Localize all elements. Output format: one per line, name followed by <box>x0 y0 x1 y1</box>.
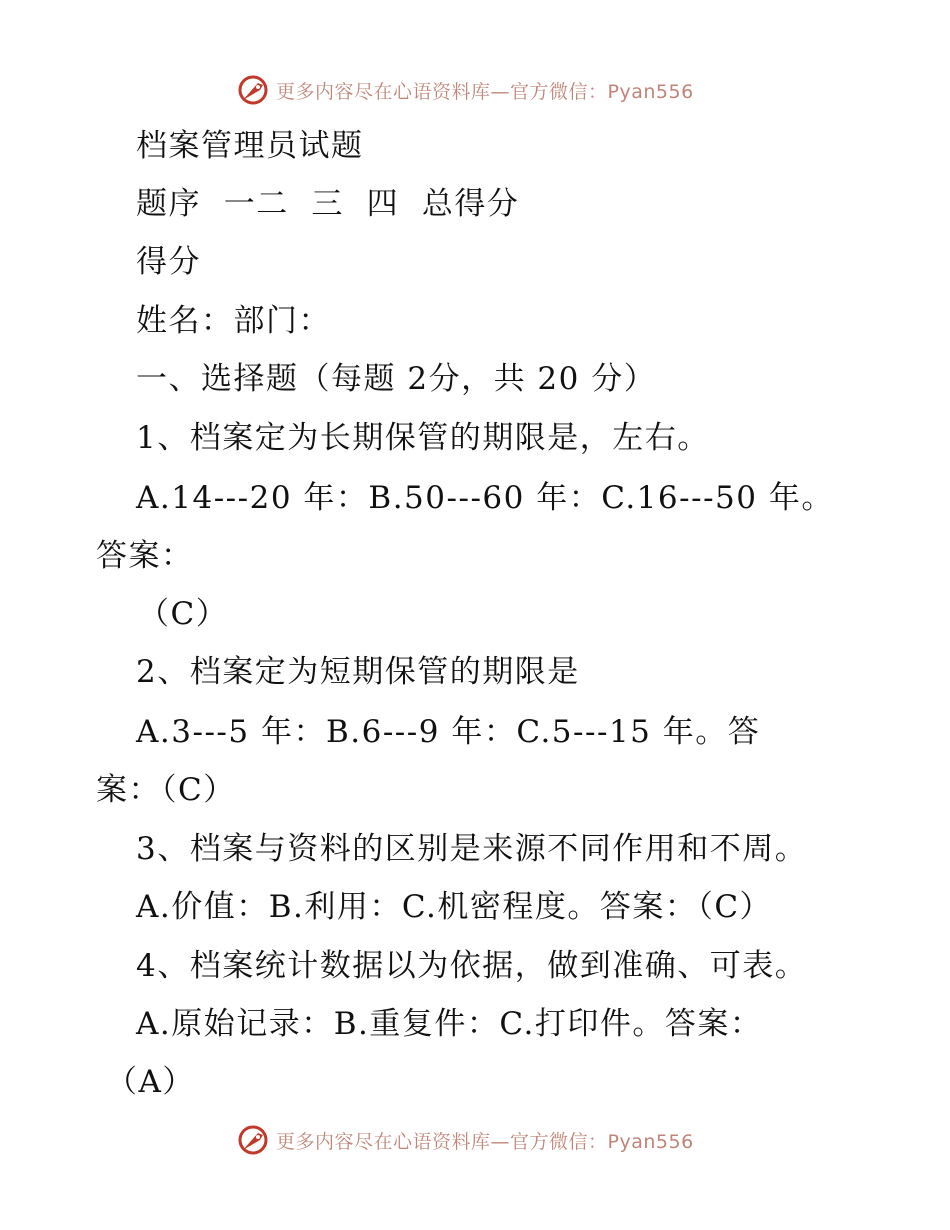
question-3-options-answer: A.价值：B.利用：C.机密程度。答案：（C） <box>136 889 773 925</box>
question-4-options-answer: A.原始记录：B.重复件：C.打印件。答案： <box>136 1006 763 1042</box>
score-table-header: 题序 一二 三 四 总得分 <box>136 186 520 222</box>
section-heading: 一、选择题（每题 2分，共 20 分） <box>136 361 657 397</box>
score-label: 得分 <box>136 244 201 280</box>
pen-nib-circle-icon <box>236 1123 270 1157</box>
question-1-options: A.14---20 年：B.50---60 年：C.16---50 年。 <box>136 480 834 516</box>
document-title: 档案管理员试题 <box>136 128 364 164</box>
pen-nib-circle-icon <box>236 73 270 107</box>
name-department-line: 姓名：部门： <box>136 303 331 339</box>
question-2-stem: 2、档案定为短期保管的期限是 <box>136 654 580 690</box>
watermark-text: 更多内容尽在心语资料库—官方微信：Pyan556 <box>276 1130 694 1153</box>
question-1-stem: 1、档案定为长期保管的期限是，左右。 <box>136 420 710 456</box>
watermark-text: 更多内容尽在心语资料库—官方微信：Pyan556 <box>276 80 694 103</box>
question-4-stem: 4、档案统计数据以为依据，做到准确、可表。 <box>136 948 808 984</box>
question-2-options: A.3---5 年：B.6---9 年：C.5---15 年。答 <box>136 714 761 750</box>
question-4-answer: （A） <box>106 1064 195 1100</box>
footer-watermark <box>236 1122 694 1158</box>
header-watermark <box>236 72 694 108</box>
question-2-answer: 案：（C） <box>96 772 236 808</box>
question-1-answer: （C） <box>138 596 229 632</box>
question-1-answer-label: 答案： <box>96 538 194 574</box>
question-3-stem: 3、档案与资料的区别是来源不同作用和不周。 <box>136 831 808 867</box>
